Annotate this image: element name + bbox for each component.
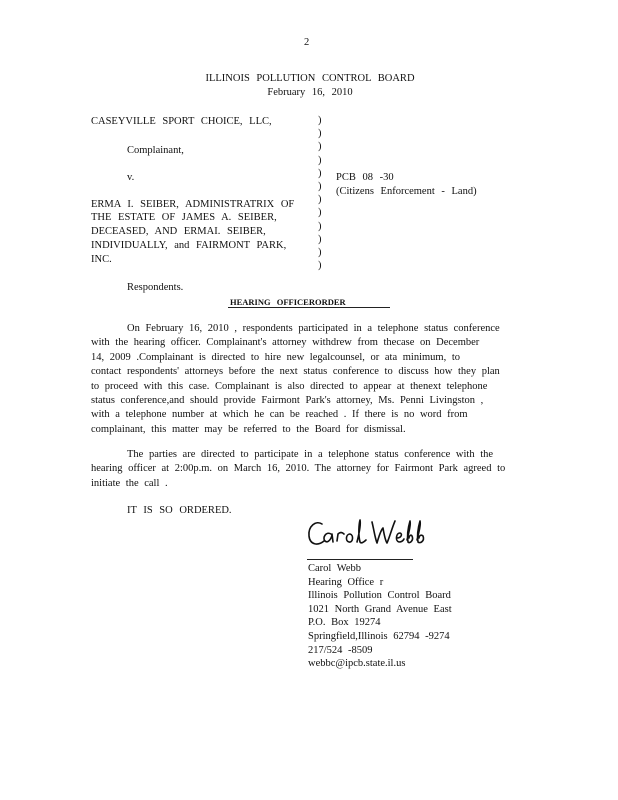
paragraph-line: contact respondents' attorneys before the next status conference to discuss how they plan — [91, 366, 500, 378]
signature-image — [304, 512, 439, 554]
paren: ) — [318, 207, 322, 219]
case-number: PCB 08 -30 — [336, 172, 394, 183]
plaintiff-name: CASEYVILLE SPORT CHOICE, LLC, — [91, 116, 272, 127]
city-state-zip: Springfield,Illinois 62794 -9274 — [308, 630, 450, 642]
paren: ) — [318, 180, 322, 192]
signature-line — [307, 559, 413, 560]
signer-title: Hearing Office r — [308, 576, 384, 588]
caption-parentheses — [318, 114, 322, 272]
defendant-line: INC. — [91, 254, 112, 265]
defendant-line: ERMA I. SEIBER, ADMINISTRATRIX OF — [91, 199, 295, 210]
agency-name: Illinois Pollution Control Board — [308, 590, 451, 602]
title-underline — [228, 307, 390, 308]
paren: ) — [318, 141, 322, 153]
paren: ) — [318, 194, 322, 206]
email-address: webbc@ipcb.state.il.us — [308, 658, 406, 670]
paren: ) — [318, 246, 322, 258]
versus: v. — [127, 172, 135, 183]
defendant-role: Respondents. — [127, 282, 184, 293]
plaintiff-role: Complainant, — [127, 145, 184, 156]
paren: ) — [318, 167, 322, 179]
paragraph-line: initiate the call . — [91, 477, 168, 489]
order-title: HEARING OFFICERORDER — [230, 297, 346, 307]
paren: ) — [318, 233, 322, 245]
paren: ) — [318, 220, 322, 232]
signer-name: Carol Webb — [308, 563, 361, 574]
paragraph-1 — [91, 322, 500, 437]
paragraph-line: with the hearing officer. Complainant's attorney withdrew from thecase on December — [91, 337, 480, 349]
defendant-line: THE ESTATE OF JAMES A. SEIBER, — [91, 212, 277, 223]
paragraph-2 — [91, 448, 505, 491]
signature-block — [308, 562, 452, 671]
closing-statement: IT IS SO ORDERED. — [127, 505, 232, 516]
paren: ) — [318, 115, 322, 126]
paragraph-line: to proceed with this case. Complainant is also directed to appear at thenext telephone — [91, 380, 488, 392]
paragraph-line: with a telephone number at which he can be reached . If there is no word from — [91, 409, 468, 421]
paragraph-line: complainant, this matter may be referred to the Board for dismissal. — [91, 423, 406, 435]
paragraph-line: status conference,and should provide Fairmont Park's attorney, Ms. Penni Livingston , — [91, 395, 484, 407]
po-box: P.O. Box 19274 — [308, 617, 381, 629]
defendant-line: DECEASED, AND ERMAI. SEIBER, — [91, 226, 266, 237]
board-name: ILLINOIS POLLUTION CONTROL BOARD — [205, 73, 415, 84]
page-number: 2 — [304, 37, 310, 48]
paragraph-line: The parties are directed to participate in a telephone status conference with the — [127, 449, 494, 460]
paren: ) — [318, 128, 322, 140]
paragraph-line: hearing officer at 2:00p.m. on March 16, 2010. The attorney for Fairmont Park agreed to — [91, 463, 506, 475]
paren: ) — [318, 260, 322, 272]
order-date: February 16, 2010 — [267, 87, 353, 98]
phone-number: 217/524 -8509 — [308, 644, 373, 656]
case-type: (Citizens Enforcement - Land) — [336, 186, 477, 197]
defendant-line: INDIVIDUALLY, and FAIRMONT PARK, — [91, 240, 287, 251]
paren: ) — [318, 154, 322, 166]
paragraph-line: 14, 2009 .Complainant is directed to hire new legalcounsel, or ata minimum, to — [91, 351, 461, 363]
paragraph-line: On February 16, 2010 , respondents participated in a telephone status conference — [127, 323, 500, 334]
street-address: 1021 North Grand Avenue East — [308, 603, 452, 615]
